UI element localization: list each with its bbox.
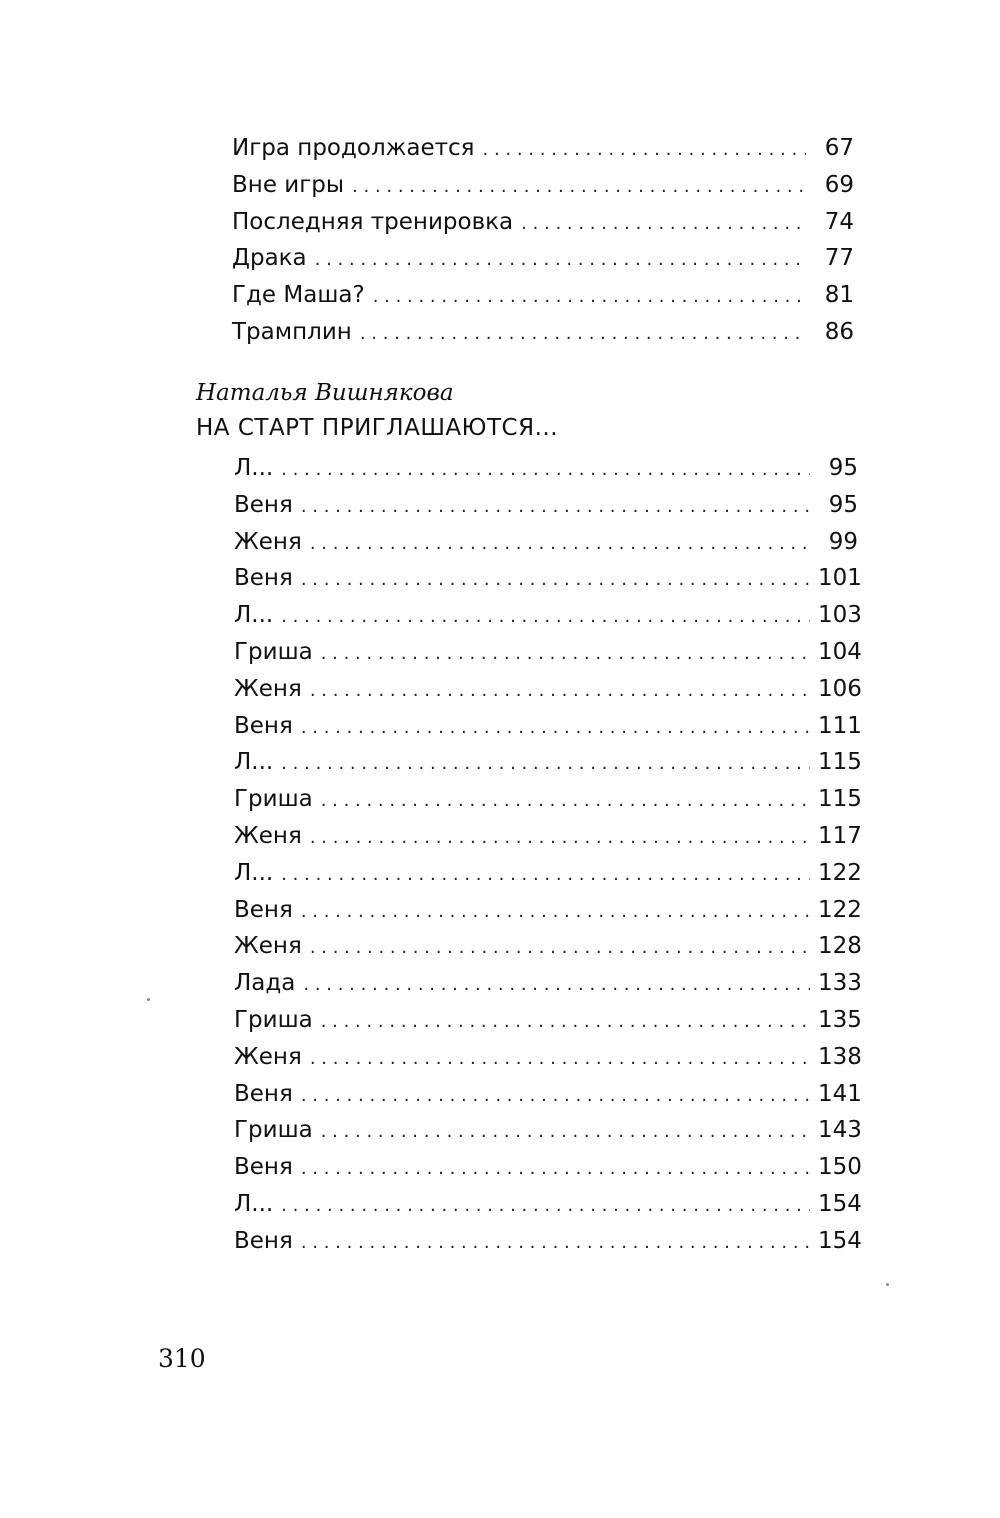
toc-entry-title: Вне игры	[232, 171, 345, 198]
toc-entry-title: Женя	[234, 675, 302, 702]
toc-entry-page: 133	[818, 970, 862, 997]
toc-entry	[234, 450, 858, 487]
toc-entry-page: 103	[818, 602, 862, 629]
toc-entry-title: Веня	[234, 1154, 293, 1181]
toc-entry-page: 117	[818, 822, 862, 849]
toc-leader-dots	[301, 489, 810, 526]
toc-entry-title: Игра продолжается	[232, 135, 475, 161]
toc-leader-dots	[360, 316, 806, 353]
toc-entry-page: 81	[824, 282, 854, 309]
toc-leader-dots	[281, 599, 810, 636]
toc-entry-title: Трамплин	[232, 318, 352, 345]
toc-leader-dots	[321, 1004, 810, 1041]
toc-entry	[234, 524, 858, 561]
toc-entry	[234, 744, 862, 781]
toc-entry-page: 86	[824, 318, 854, 345]
toc-entry	[234, 1112, 862, 1149]
toc-entry-title: Женя	[234, 933, 302, 960]
toc-leader-dots	[373, 279, 806, 316]
toc-entry	[234, 892, 862, 929]
toc-leader-dots	[321, 636, 810, 673]
toc-entry-title: Женя	[234, 1043, 302, 1070]
toc-entry-page: 95	[828, 455, 858, 481]
toc-entry	[234, 1149, 862, 1186]
author-name: Наталья Вишнякова	[196, 380, 454, 406]
toc-list-part1	[232, 130, 854, 351]
toc-entry-title: Л...	[234, 602, 274, 629]
toc-entry	[234, 597, 862, 634]
toc-leader-dots	[281, 857, 810, 894]
toc-entry	[232, 167, 854, 204]
toc-entry-page: 122	[818, 859, 862, 886]
toc-leader-dots	[321, 1114, 810, 1151]
toc-entry-page: 74	[824, 208, 854, 235]
toc-list-part2	[234, 450, 862, 1260]
toc-entry-page: 115	[818, 786, 862, 813]
toc-entry-title: Женя	[234, 528, 302, 555]
toc-leader-dots	[310, 673, 810, 710]
toc-entry-title: Последняя тренировка	[232, 208, 514, 235]
toc-leader-dots	[301, 1151, 810, 1188]
toc-entry-page: 154	[818, 1190, 862, 1217]
toc-entry	[232, 204, 854, 241]
toc-leader-dots	[281, 746, 810, 783]
toc-entry-title: Веня	[234, 1080, 293, 1107]
toc-leader-dots	[301, 894, 810, 931]
toc-entry	[234, 708, 862, 745]
toc-entry-page: 138	[818, 1043, 862, 1070]
toc-entry-title: Гриша	[234, 638, 313, 665]
toc-entry-page: 122	[818, 896, 862, 923]
toc-leader-dots	[521, 206, 806, 243]
toc-entry-page: 69	[824, 171, 854, 198]
toc-entry	[234, 965, 862, 1002]
toc-leader-dots	[281, 1188, 810, 1225]
toc-leader-dots	[301, 710, 810, 747]
toc-entry-page: 67	[824, 135, 854, 161]
toc-entry	[232, 240, 854, 277]
toc-entry-page: 135	[818, 1006, 862, 1033]
toc-entry-title: Женя	[234, 822, 302, 849]
toc-leader-dots	[281, 452, 810, 489]
toc-entry	[234, 781, 862, 818]
toc-entry	[234, 560, 862, 597]
toc-entry	[232, 314, 854, 351]
toc-entry-page: 154	[818, 1227, 862, 1254]
toc-entry-title: Л...	[234, 455, 274, 481]
toc-entry-page: 143	[818, 1117, 862, 1144]
toc-entry	[234, 671, 862, 708]
toc-entry-title: Л...	[234, 1190, 274, 1217]
toc-entry-title: Л...	[234, 749, 274, 776]
toc-leader-dots	[352, 169, 806, 206]
toc-leader-dots	[321, 783, 810, 820]
toc-entry-page: 141	[818, 1080, 862, 1107]
toc-leader-dots	[310, 820, 810, 857]
toc-leader-dots	[303, 967, 810, 1004]
toc-entry-page: 111	[818, 712, 862, 739]
toc-entry-page: 101	[818, 565, 862, 592]
toc-leader-dots	[310, 1041, 810, 1078]
toc-entry	[234, 634, 862, 671]
toc-entry-title: Лада	[234, 970, 296, 997]
toc-leader-dots	[301, 1225, 810, 1262]
toc-leader-dots	[310, 526, 810, 563]
toc-entry-title: Гриша	[234, 1117, 313, 1144]
toc-entry-title: Драка	[232, 245, 307, 272]
toc-entry	[234, 487, 858, 524]
toc-entry	[234, 1223, 862, 1260]
toc-leader-dots	[301, 562, 810, 599]
toc-entry	[232, 277, 854, 314]
toc-leader-dots	[301, 1078, 810, 1115]
toc-leader-dots	[310, 930, 810, 967]
print-speck	[147, 998, 150, 1001]
print-speck	[886, 1283, 889, 1286]
toc-entry-title: Л...	[234, 859, 274, 886]
toc-entry-page: 106	[818, 675, 862, 702]
toc-entry	[234, 1076, 862, 1113]
toc-entry	[234, 855, 862, 892]
toc-entry-page: 150	[818, 1154, 862, 1181]
toc-entry-title: Веня	[234, 491, 293, 518]
toc-entry	[234, 1186, 862, 1223]
toc-leader-dots	[315, 242, 806, 279]
toc-entry-page: 115	[818, 749, 862, 776]
toc-entry	[232, 130, 854, 167]
toc-entry-title: Где Маша?	[232, 282, 365, 309]
toc-entry-page: 104	[818, 638, 862, 665]
toc-entry-title: Веня	[234, 712, 293, 739]
toc-entry-page: 128	[818, 933, 862, 960]
toc-entry-title: Гриша	[234, 786, 313, 813]
page-number: 310	[158, 1344, 206, 1373]
toc-entry	[234, 1039, 862, 1076]
toc-entry	[234, 818, 862, 855]
toc-entry-page: 99	[828, 528, 858, 555]
section-title: НА СТАРТ ПРИГЛАШАЮТСЯ...	[196, 415, 559, 441]
toc-leader-dots	[483, 132, 806, 169]
toc-entry-title: Веня	[234, 896, 293, 923]
toc-entry	[234, 1002, 862, 1039]
toc-entry-title: Веня	[234, 565, 293, 592]
toc-entry-title: Веня	[234, 1227, 293, 1254]
toc-entry-page: 77	[824, 245, 854, 272]
toc-entry-page: 95	[828, 491, 858, 518]
toc-entry-title: Гриша	[234, 1006, 313, 1033]
toc-entry	[234, 928, 862, 965]
